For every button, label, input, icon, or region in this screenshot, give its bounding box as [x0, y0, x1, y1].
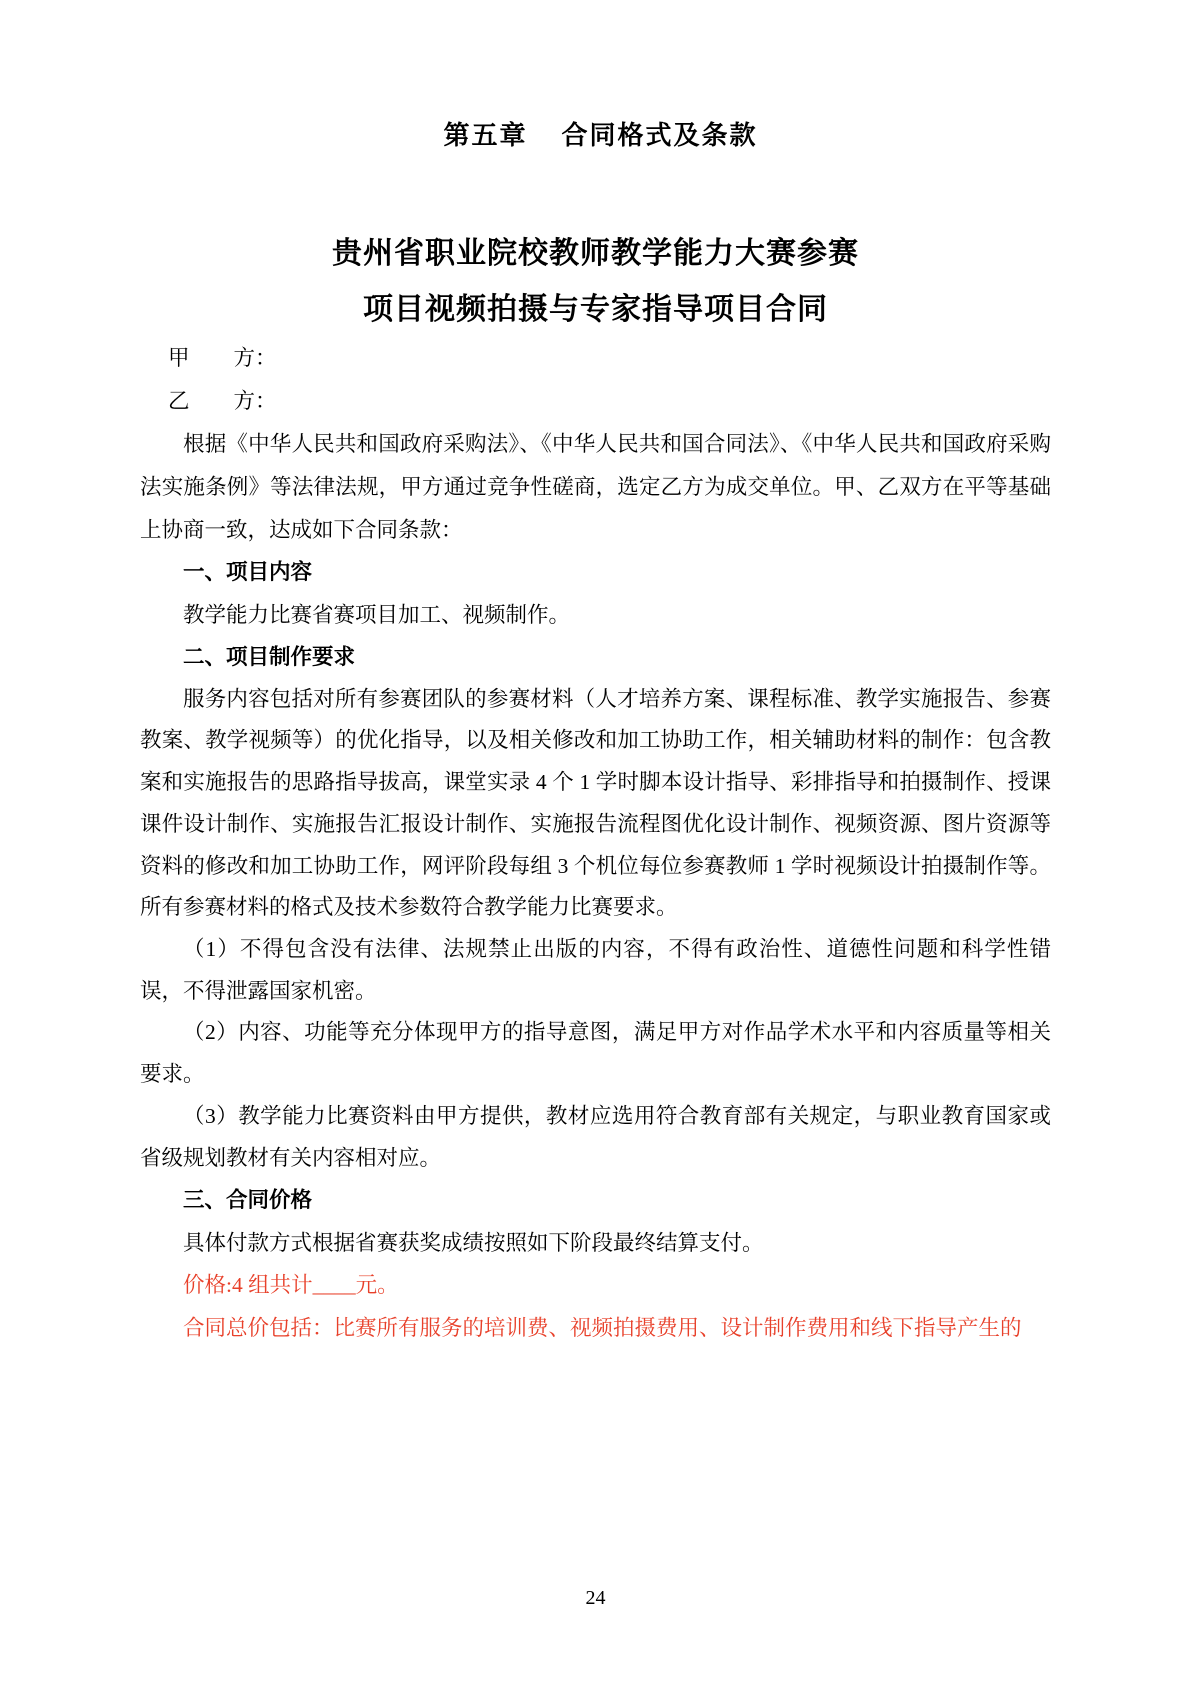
section-heading-2: 二、项目制作要求 — [183, 645, 356, 670]
section-2-paragraph-4: （3）教学能力比赛资料由甲方提供，教材应选用符合教育部有关规定，与职业教育国家或省级规划教材有关内容相对应。 — [140, 1103, 1051, 1170]
party-a-label: 甲 — [168, 346, 190, 371]
document-title-line1: 贵州省职业院校教师教学能力大赛参赛 — [332, 237, 859, 271]
section-heading-3: 三、合同价格 — [183, 1188, 313, 1213]
party-a-value: 方： — [233, 346, 277, 371]
section-3-price-note: 价格:4 组共计____元。 — [183, 1273, 399, 1298]
party-b-value: 方： — [233, 389, 277, 414]
page-number: 24 — [585, 1587, 606, 1609]
preamble-paragraph: 根据《中华人民共和国政府采购法》、《中华人民共和国合同法》、《中华人民共和国政府采购法实施条例》等法律法规，甲方通过竞争性磋商，选定乙方为成交单位。甲、乙双方在平等基础上协商一致，达成如下合同条款： — [140, 432, 1051, 542]
document-title — [140, 226, 1051, 337]
document-title-line2: 项目视频拍摄与专家指导项目合同 — [363, 292, 828, 326]
chapter-title-prefix: 第五章 — [443, 121, 528, 150]
chapter-title — [140, 118, 1051, 154]
party-b-label: 乙 — [168, 389, 190, 414]
section-2-paragraph-2: （1）不得包含没有法律、法规禁止出版的内容，不得有政治性、道德性问题和科学性错误，不得泄露国家机密。 — [140, 936, 1051, 1003]
section-heading-1: 一、项目内容 — [183, 560, 313, 585]
section-2-paragraph-3: （2）内容、功能等充分体现甲方的指导意图，满足甲方对作品学术水平和内容质量等相关要求。 — [140, 1020, 1051, 1087]
section-1-paragraph-1: 教学能力比赛省赛项目加工、视频制作。 — [183, 602, 571, 627]
section-3-paragraph-1: 具体付款方式根据省赛获奖成绩按照如下阶段最终结算支付。 — [183, 1230, 764, 1255]
party-b-line — [168, 380, 1051, 423]
chapter-title-main: 合同格式及条款 — [561, 121, 758, 150]
section-3-total-price-note: 合同总价包括：比赛所有服务的培训费、视频拍摄费用、设计制作费用和线下指导产生的 — [183, 1315, 1022, 1340]
party-a-line — [168, 337, 1051, 380]
section-2-paragraph-1: 服务内容包括对所有参赛团队的参赛材料（人才培养方案、课程标准、教学实施报告、参赛教案、教学视频等）的优化指导，以及相关修改和加工协助工作，相关辅助材料的制作：包含教案和实施报告的思路指导拔高，课堂实录 4 个 1 学时脚本设计指导、彩排指导和拍摄制作、授课课件设计制作、实施报告汇报设计制作、实施报告流程图优化设计制作、视频资源、图片资源等资料的修改和加工协助工作，网评阶段每组 3 个机位每位参赛教师 1 学时视频设计拍摄制作等。所有参赛材料的格式及技术参数符合教学能力比赛要求。 — [140, 686, 1051, 920]
